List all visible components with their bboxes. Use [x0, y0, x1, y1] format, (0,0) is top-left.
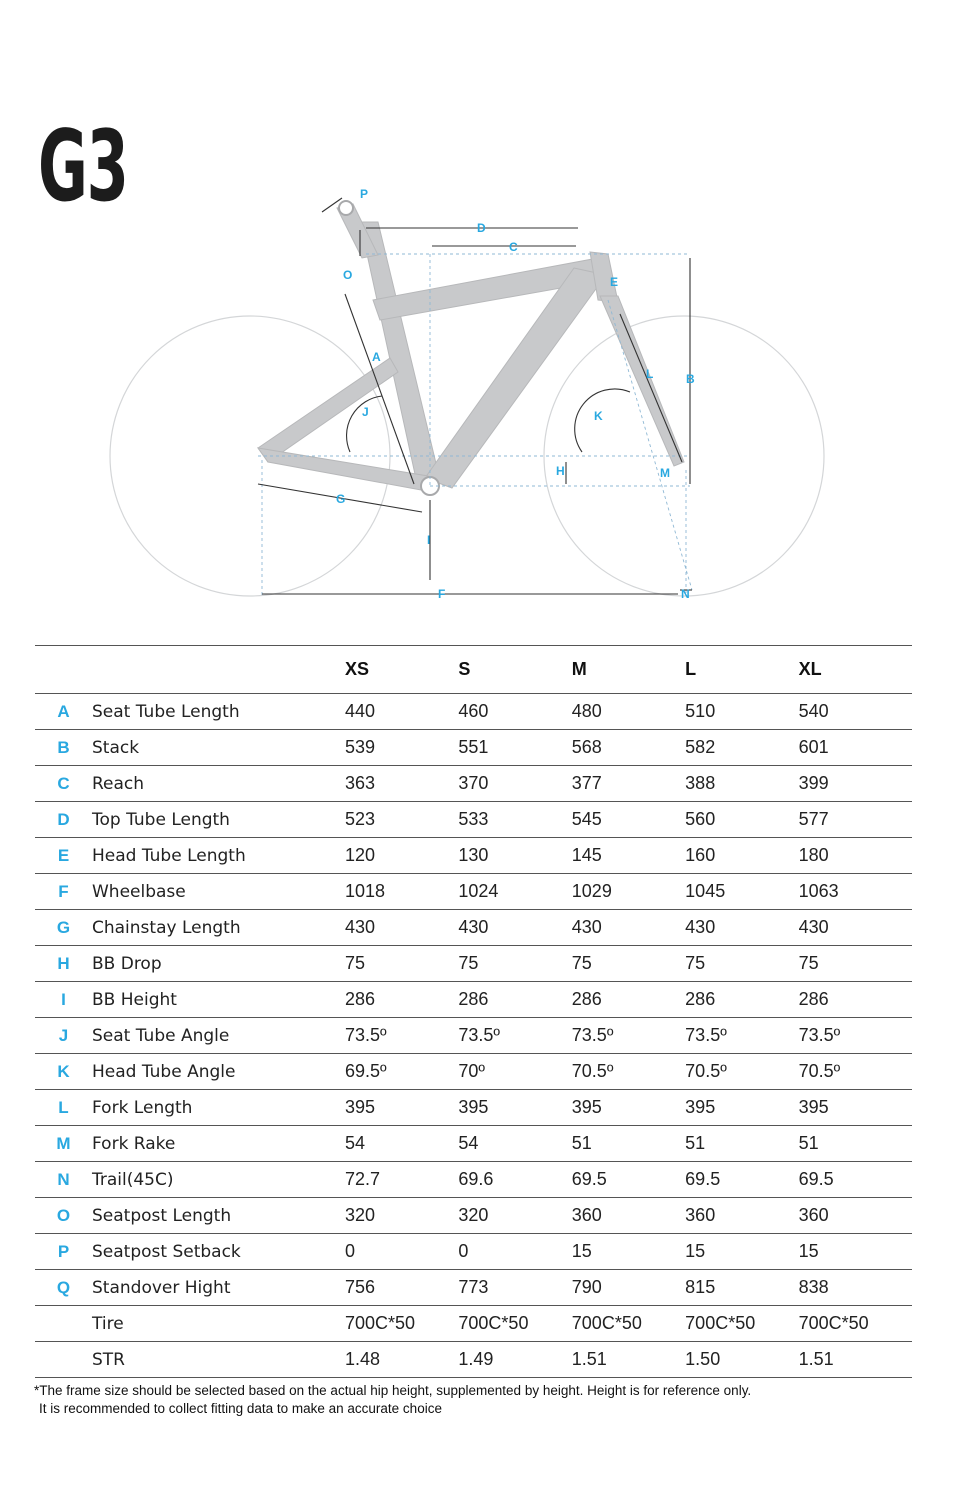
row-value: 15 [685, 1234, 798, 1270]
table-row [35, 730, 912, 766]
bike-frame [258, 204, 684, 492]
table-row [35, 1054, 912, 1090]
row-name: Head Tube Length [92, 838, 345, 874]
row-value: 70.5º [572, 1054, 685, 1090]
row-value: 700C*50 [799, 1306, 912, 1342]
row-value: 540 [799, 694, 912, 730]
row-code: A [35, 694, 92, 730]
table-row [35, 874, 912, 910]
row-name: Fork Rake [92, 1126, 345, 1162]
row-value: 0 [458, 1234, 571, 1270]
row-value: 69.5 [799, 1162, 912, 1198]
diagram-label-n: N [681, 587, 690, 601]
row-value: 430 [458, 910, 571, 946]
row-value: 286 [345, 982, 458, 1018]
diagram-label-o: O [343, 268, 353, 282]
row-value: 70.5º [685, 1054, 798, 1090]
footnote-line-2: It is recommended to collect fitting data to make an accurate choice [39, 1401, 442, 1416]
row-value: 523 [345, 802, 458, 838]
row-code: E [35, 838, 92, 874]
row-value: 75 [458, 946, 571, 982]
row-code: K [35, 1054, 92, 1090]
diagram-label-c: C [509, 240, 518, 254]
table-row [35, 1018, 912, 1054]
row-value: 480 [572, 694, 685, 730]
row-value: 73.5º [799, 1018, 912, 1054]
row-name: STR [92, 1342, 345, 1378]
row-name: Head Tube Angle [92, 1054, 345, 1090]
row-name: Fork Length [92, 1090, 345, 1126]
row-value: 180 [799, 838, 912, 874]
diagram-label-i: I [427, 533, 431, 547]
table-row [35, 1270, 912, 1306]
row-value: 145 [572, 838, 685, 874]
row-value: 73.5º [685, 1018, 798, 1054]
row-value: 70º [458, 1054, 571, 1090]
header-xl: XL [799, 646, 912, 694]
row-value: 790 [572, 1270, 685, 1306]
row-value: 533 [458, 802, 571, 838]
row-value: 440 [345, 694, 458, 730]
row-code: I [35, 982, 92, 1018]
row-code: O [35, 1198, 92, 1234]
row-name: Seat Tube Angle [92, 1018, 345, 1054]
row-name: Stack [92, 730, 345, 766]
table-row [35, 1342, 912, 1378]
row-code [35, 1342, 92, 1378]
row-name: Chainstay Length [92, 910, 345, 946]
table-row [35, 946, 912, 982]
table-row [35, 1126, 912, 1162]
table-row [35, 982, 912, 1018]
row-value: 54 [458, 1126, 571, 1162]
row-value: 360 [799, 1198, 912, 1234]
row-value: 360 [572, 1198, 685, 1234]
table-row [35, 1306, 912, 1342]
row-name: Seatpost Setback [92, 1234, 345, 1270]
row-value: 582 [685, 730, 798, 766]
row-value: 73.5º [572, 1018, 685, 1054]
row-value: 69.6 [458, 1162, 571, 1198]
row-value: 395 [458, 1090, 571, 1126]
header-xs: XS [345, 646, 458, 694]
row-value: 815 [685, 1270, 798, 1306]
row-value: 51 [685, 1126, 798, 1162]
row-value: 70.5º [799, 1054, 912, 1090]
table-row [35, 838, 912, 874]
row-value: 75 [799, 946, 912, 982]
row-name: Standover Hight [92, 1270, 345, 1306]
row-value: 700C*50 [685, 1306, 798, 1342]
footnote [34, 1382, 914, 1418]
row-value: 1024 [458, 874, 571, 910]
row-value: 120 [345, 838, 458, 874]
diagram-label-g: G [336, 492, 346, 506]
row-value: 15 [799, 1234, 912, 1270]
row-value: 320 [458, 1198, 571, 1234]
diagram-label-e: E [610, 275, 619, 289]
row-value: 430 [345, 910, 458, 946]
row-value: 1063 [799, 874, 912, 910]
diagram-label-j: J [362, 405, 369, 419]
diagram-label-l: L [646, 367, 654, 381]
row-name: Seatpost Length [92, 1198, 345, 1234]
row-value: 0 [345, 1234, 458, 1270]
row-value: 69.5º [345, 1054, 458, 1090]
row-name: BB Height [92, 982, 345, 1018]
header-name [92, 646, 345, 694]
row-value: 1029 [572, 874, 685, 910]
row-value: 560 [685, 802, 798, 838]
row-code: G [35, 910, 92, 946]
row-value: 700C*50 [345, 1306, 458, 1342]
table-row [35, 1162, 912, 1198]
row-value: 773 [458, 1270, 571, 1306]
row-value: 51 [799, 1126, 912, 1162]
row-code [35, 1306, 92, 1342]
row-value: 73.5º [345, 1018, 458, 1054]
table-row [35, 766, 912, 802]
row-value: 1045 [685, 874, 798, 910]
row-name: Trail(45C) [92, 1162, 345, 1198]
table-row [35, 694, 912, 730]
diagram-label-m: M [660, 466, 670, 480]
geometry-diagram [0, 0, 960, 620]
row-value: 430 [572, 910, 685, 946]
row-value: 75 [685, 946, 798, 982]
row-value: 75 [345, 946, 458, 982]
row-code: J [35, 1018, 92, 1054]
table-row [35, 1234, 912, 1270]
row-code: D [35, 802, 92, 838]
table-row [35, 1198, 912, 1234]
row-value: 360 [685, 1198, 798, 1234]
row-value: 15 [572, 1234, 685, 1270]
row-value: 388 [685, 766, 798, 802]
row-value: 601 [799, 730, 912, 766]
row-value: 1.50 [685, 1342, 798, 1378]
header-code [35, 646, 92, 694]
model-title: G3 [38, 110, 128, 224]
row-value: 568 [572, 730, 685, 766]
row-value: 1.48 [345, 1342, 458, 1378]
row-value: 73.5º [458, 1018, 571, 1054]
row-value: 551 [458, 730, 571, 766]
row-code: M [35, 1126, 92, 1162]
header-s: S [458, 646, 571, 694]
row-value: 539 [345, 730, 458, 766]
table-row [35, 1090, 912, 1126]
diagram-label-a: A [372, 350, 381, 364]
row-code: H [35, 946, 92, 982]
row-value: 838 [799, 1270, 912, 1306]
row-code: C [35, 766, 92, 802]
row-value: 377 [572, 766, 685, 802]
row-value: 395 [799, 1090, 912, 1126]
row-value: 1.51 [799, 1342, 912, 1378]
table-row [35, 910, 912, 946]
row-value: 370 [458, 766, 571, 802]
row-name: Top Tube Length [92, 802, 345, 838]
row-value: 1.49 [458, 1342, 571, 1378]
row-value: 320 [345, 1198, 458, 1234]
row-value: 160 [685, 838, 798, 874]
diagram-label-h: H [556, 464, 565, 478]
row-code: F [35, 874, 92, 910]
row-code: L [35, 1090, 92, 1126]
row-code: Q [35, 1270, 92, 1306]
table-body [35, 694, 912, 1378]
row-value: 430 [685, 910, 798, 946]
header-m: M [572, 646, 685, 694]
diagram-label-f: F [438, 587, 446, 601]
row-value: 75 [572, 946, 685, 982]
row-value: 700C*50 [458, 1306, 571, 1342]
diagram-label-d: D [477, 221, 486, 235]
row-value: 69.5 [572, 1162, 685, 1198]
row-value: 395 [572, 1090, 685, 1126]
row-name: Tire [92, 1306, 345, 1342]
row-value: 545 [572, 802, 685, 838]
row-value: 130 [458, 838, 571, 874]
seat-clamp [339, 201, 353, 215]
row-value: 54 [345, 1126, 458, 1162]
row-value: 363 [345, 766, 458, 802]
row-value: 69.5 [685, 1162, 798, 1198]
row-code: N [35, 1162, 92, 1198]
diagram-label-p: P [360, 187, 369, 201]
diagram-label-b: B [686, 372, 695, 386]
footnote-line-1: *The frame size should be selected based on the actual hip height, supplemented by height. Height is for reference only. [34, 1383, 752, 1398]
row-value: 286 [685, 982, 798, 1018]
diagram-label-k: K [594, 409, 603, 423]
row-code: B [35, 730, 92, 766]
row-name: Seat Tube Length [92, 694, 345, 730]
table-row [35, 802, 912, 838]
row-value: 1018 [345, 874, 458, 910]
row-value: 399 [799, 766, 912, 802]
row-value: 51 [572, 1126, 685, 1162]
row-value: 286 [572, 982, 685, 1018]
row-value: 577 [799, 802, 912, 838]
row-code: P [35, 1234, 92, 1270]
row-value: 1.51 [572, 1342, 685, 1378]
row-value: 460 [458, 694, 571, 730]
row-value: 286 [799, 982, 912, 1018]
row-value: 72.7 [345, 1162, 458, 1198]
row-name: Wheelbase [92, 874, 345, 910]
table-header-row [35, 646, 912, 694]
row-name: Reach [92, 766, 345, 802]
row-name: BB Drop [92, 946, 345, 982]
geometry-table [35, 645, 912, 1378]
row-value: 430 [799, 910, 912, 946]
header-l: L [685, 646, 798, 694]
row-value: 700C*50 [572, 1306, 685, 1342]
row-value: 286 [458, 982, 571, 1018]
row-value: 510 [685, 694, 798, 730]
row-value: 395 [685, 1090, 798, 1126]
row-value: 395 [345, 1090, 458, 1126]
row-value: 756 [345, 1270, 458, 1306]
